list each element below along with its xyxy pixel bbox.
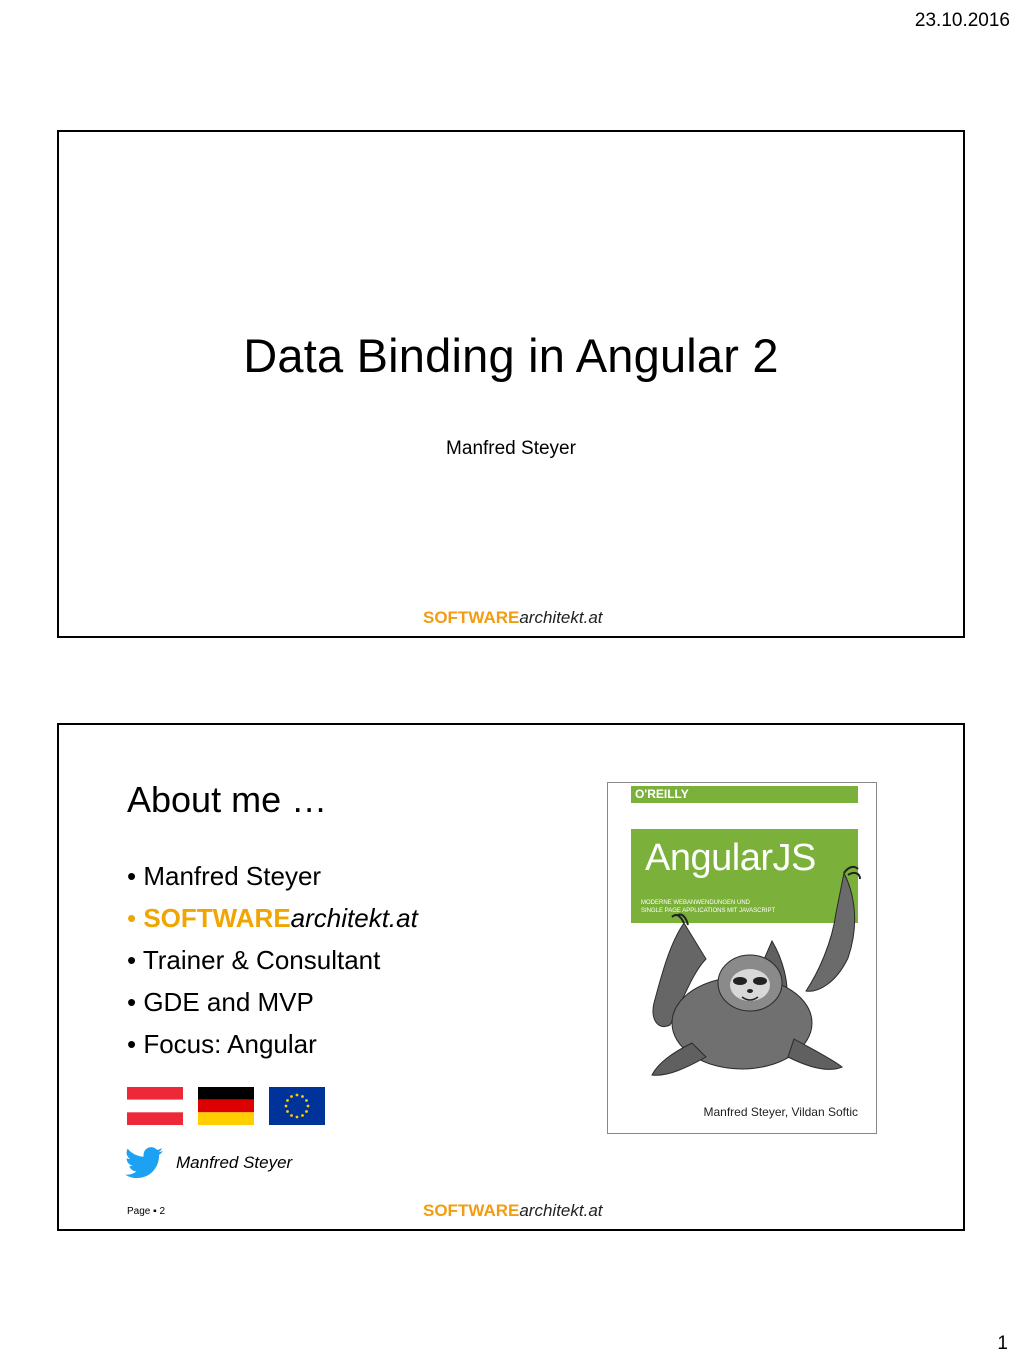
brand-architekt: architekt.at: [519, 1201, 603, 1220]
eu-flag-icon: [269, 1087, 325, 1125]
twitter-icon: [125, 1147, 163, 1179]
list-item: • Trainer & Consultant: [127, 945, 381, 975]
austria-flag-icon: [127, 1087, 183, 1125]
brand-software: SOFTWARE: [423, 1201, 520, 1220]
book-publisher: O'REILLY: [635, 787, 689, 801]
slide-1: [57, 130, 965, 638]
book-cover: [607, 782, 877, 1134]
bullet-list: [127, 855, 418, 1065]
brand-software: SOFTWARE: [423, 608, 520, 627]
brand-logo: [423, 1201, 603, 1221]
sloth-illustration-icon: [622, 863, 868, 1083]
slide-author: Manfred Steyer: [446, 438, 576, 459]
slide-title: Data Binding in Angular 2: [243, 329, 779, 382]
twitter-handle: Manfred Steyer: [176, 1153, 293, 1172]
list-item: • GDE and MVP: [127, 987, 314, 1017]
book-publisher-bar: [631, 786, 858, 803]
book-authors: Manfred Steyer, Vildan Softic: [703, 1105, 858, 1119]
list-item: • Focus: Angular: [127, 1029, 317, 1059]
list-item: • Manfred Steyer: [127, 861, 322, 891]
slide-2: [57, 723, 965, 1231]
germany-flag-icon: [198, 1087, 254, 1125]
brand-architekt: architekt.at: [519, 608, 603, 627]
page-date: 23.10.2016: [914, 10, 1010, 31]
page-number: 1: [997, 1333, 1008, 1354]
slide-title: About me …: [127, 779, 328, 820]
list-item-brand: • SOFTWAREarchitekt.at: [127, 903, 418, 933]
book-subtitle: MODERNE WEBANWENDUNGEN UND SINGLE PAGE APPLICATIONS MIT JAVASCRIPT: [641, 900, 776, 914]
book-title: AngularJS: [645, 837, 816, 879]
slide-page-label: Page ▪ 2: [127, 1206, 166, 1217]
brand-logo: [423, 608, 603, 628]
